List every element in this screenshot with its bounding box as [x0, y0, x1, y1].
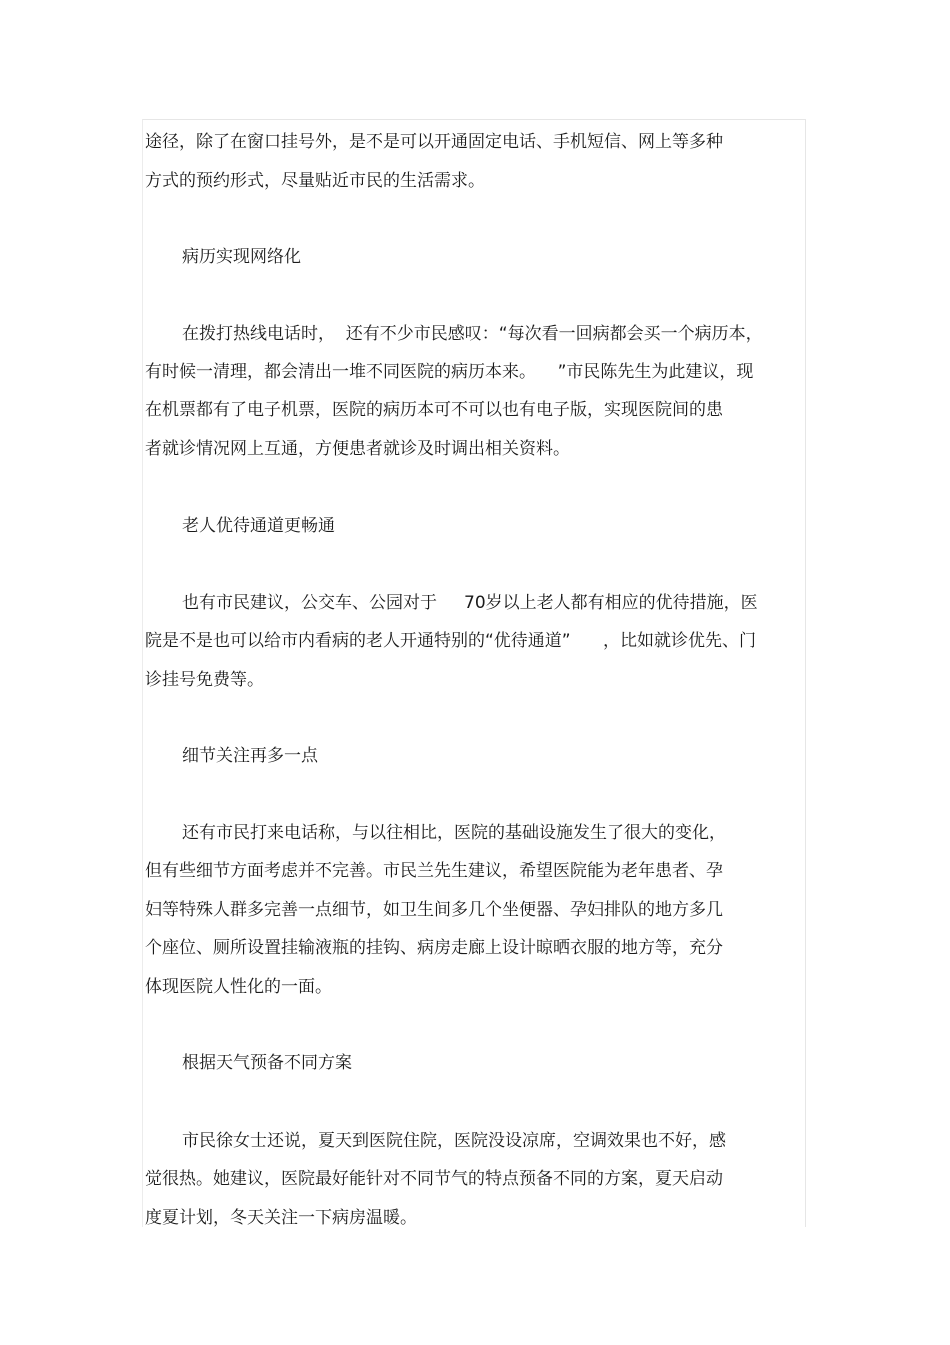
section-heading: 细节关注再多一点 — [182, 746, 318, 766]
paragraph-line: 在拨打热线电话时， 还有不少市民感叹：“每次看一回病都会买一个病历本， — [182, 324, 763, 344]
paragraph-line: 在机票都有了电子机票，医院的病历本可不可以也有电子版，实现医院间的患 — [145, 400, 723, 420]
section-heading: 病历实现网络化 — [182, 247, 301, 267]
paragraph-line: 妇等特殊人群多完善一点细节，如卫生间多几个坐便器、孕妇排队的地方多几 — [145, 900, 723, 920]
paragraph-line: 体现医院人性化的一面。 — [145, 977, 332, 997]
paragraph-line: 个座位、厕所设置挂输液瓶的挂钩、病房走廊上设计晾晒衣服的地方等，充分 — [145, 938, 723, 958]
paragraph-line: 方式的预约形式，尽量贴近市民的生活需求。 — [145, 171, 485, 191]
section-heading: 老人优待通道更畅通 — [182, 516, 335, 536]
paragraph-line: 途径，除了在窗口挂号外，是不是可以开通固定电话、手机短信、网上等多种 — [145, 132, 723, 152]
paragraph-line: 也有市民建议，公交车、公园对于 70岁以上老人都有相应的优待措施，医 — [182, 593, 758, 613]
paragraph-line: 有时候一清理，都会清出一堆不同医院的病历本来。 ”市民陈先生为此建议，现 — [145, 362, 754, 382]
paragraph-line: 者就诊情况网上互通，方便患者就诊及时调出相关资料。 — [145, 439, 570, 459]
paragraph-line: 诊挂号免费等。 — [145, 670, 264, 690]
paragraph-line: 市民徐女士还说，夏天到医院住院，医院没设凉席，空调效果也不好，感 — [182, 1131, 726, 1151]
paragraph-line: 但有些细节方面考虑并不完善。市民兰先生建议，希望医院能为老年患者、孕 — [145, 861, 723, 881]
paragraph-line: 还有市民打来电话称，与以往相比，医院的基础设施发生了很大的变化， — [182, 823, 726, 843]
section-heading: 根据天气预备不同方案 — [182, 1053, 352, 1073]
paragraph-line: 度夏计划，冬天关注一下病房温暖。 — [145, 1208, 417, 1228]
paragraph-line: 院是不是也可以给市内看病的老人开通特别的“优待通道” ，比如就诊优先、门 — [145, 631, 757, 651]
paragraph-line: 觉很热。她建议，医院最好能针对不同节气的特点预备不同的方案，夏天启动 — [145, 1169, 723, 1189]
